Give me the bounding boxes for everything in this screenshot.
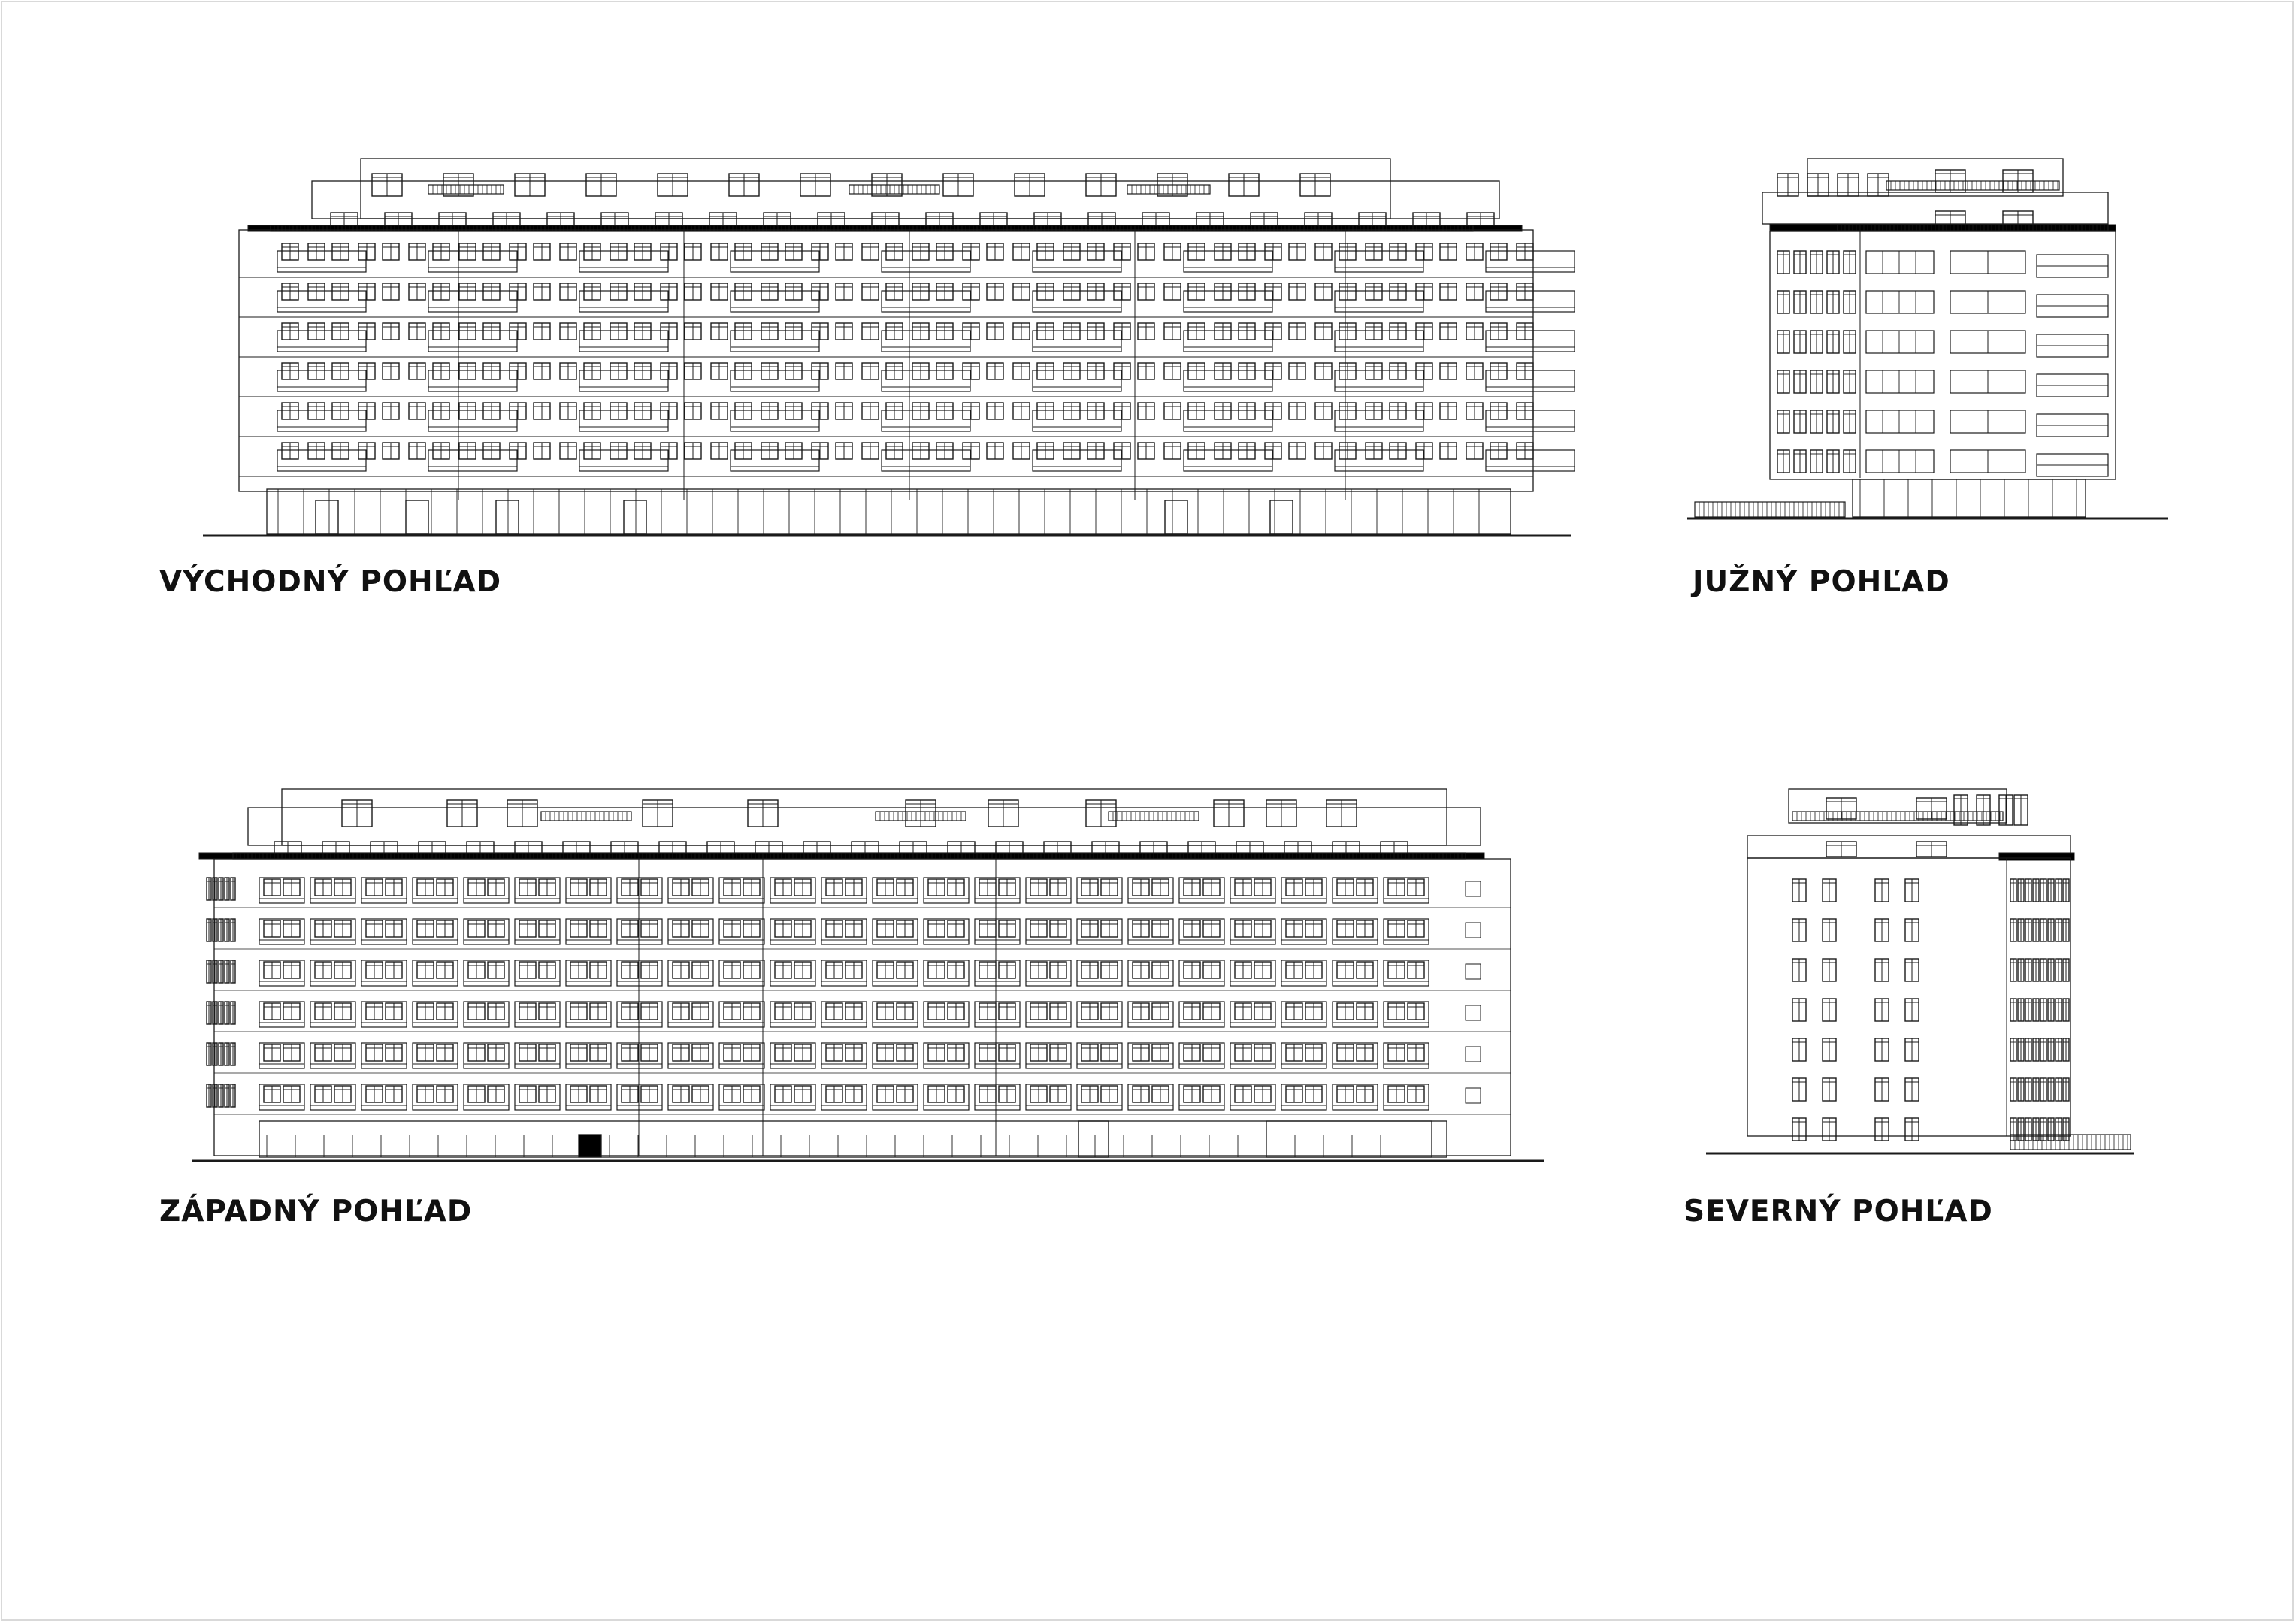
south-elevation-drawing <box>1687 147 2176 546</box>
east-elevation-title: VÝCHODNÝ POHĽAD <box>159 565 502 599</box>
east-elevation-drawing <box>203 147 1586 546</box>
north-elevation-drawing <box>1706 781 2134 1172</box>
west-elevation-drawing <box>192 781 1544 1172</box>
north-elevation-title: SEVERNÝ POHĽAD <box>1683 1195 1993 1229</box>
west-elevation-title: ZÁPADNÝ POHĽAD <box>159 1195 473 1229</box>
south-elevation-title: JUŽNÝ POHĽAD <box>1693 565 1950 599</box>
